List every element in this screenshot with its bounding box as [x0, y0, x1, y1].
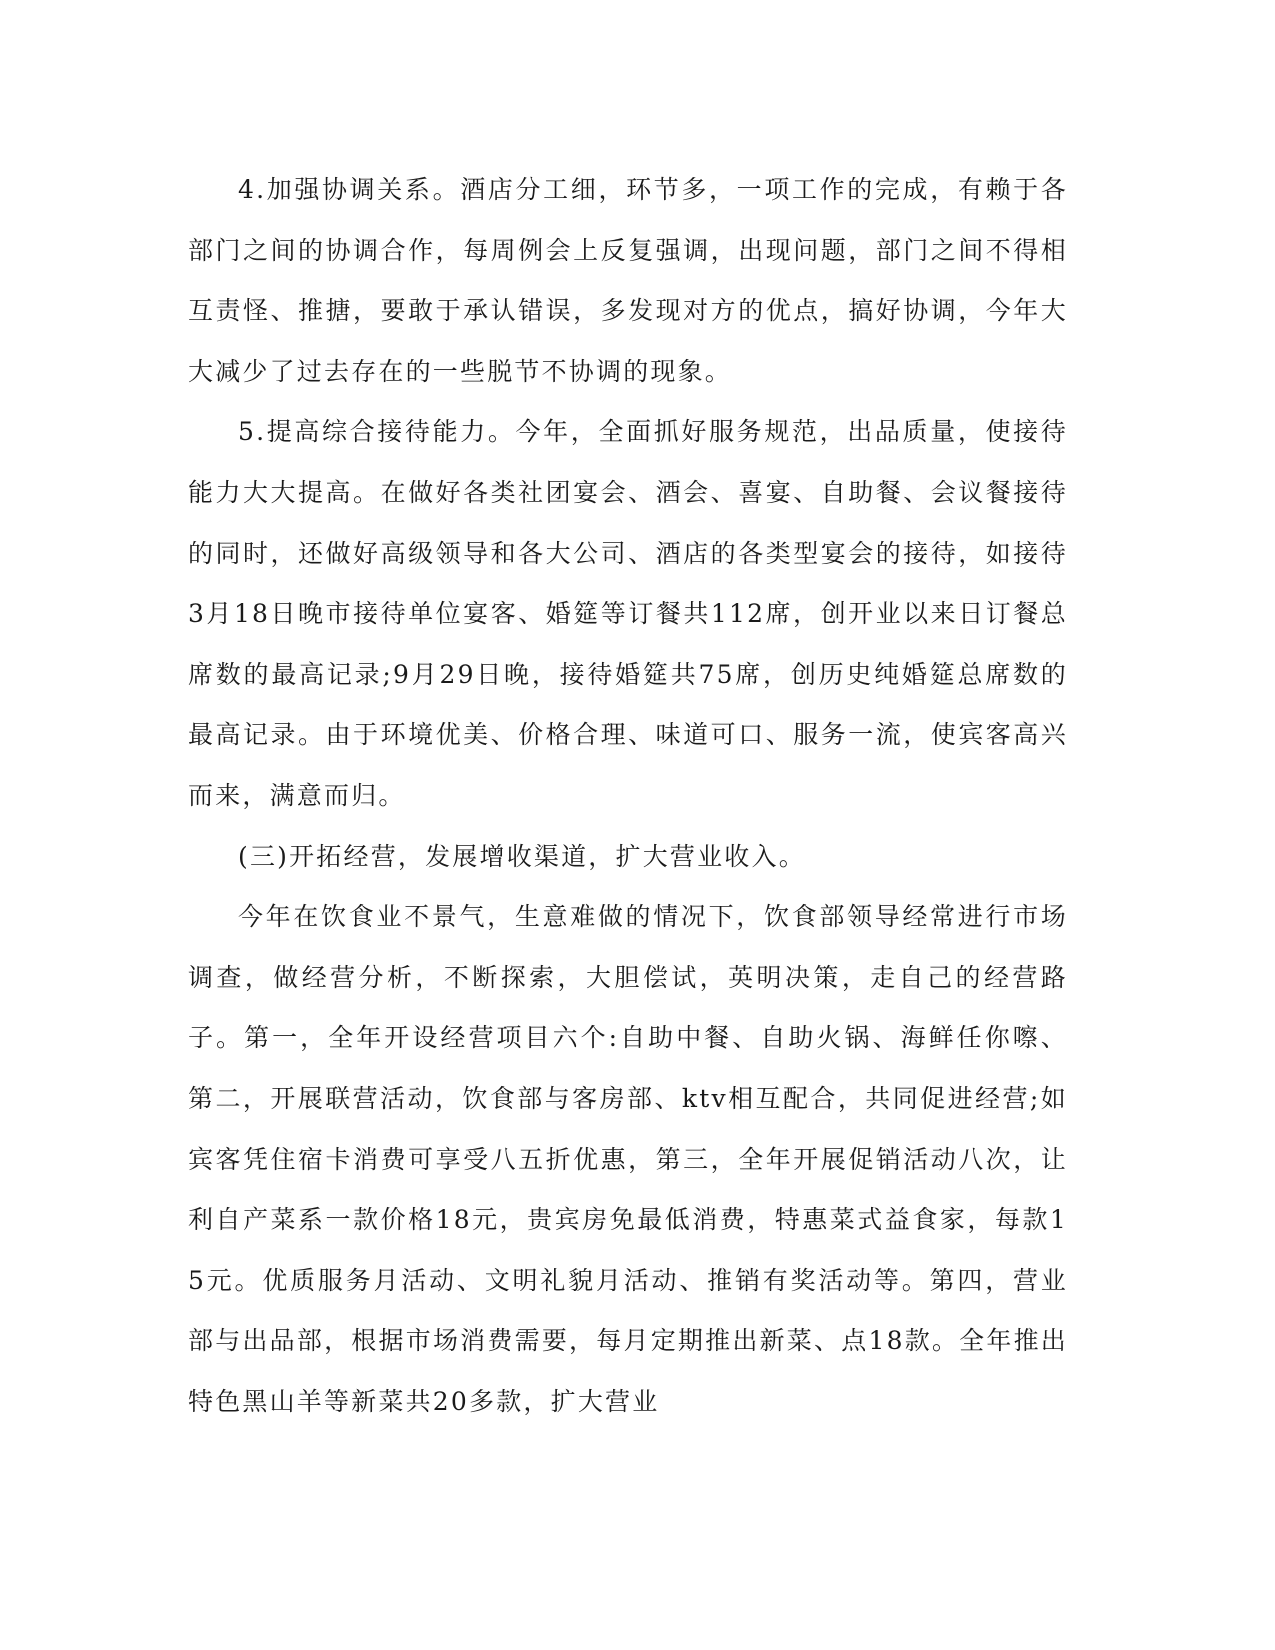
section-heading-business-expansion: (三)开拓经营，发展增收渠道，扩大营业收入。 — [238, 841, 806, 871]
paragraph-reception-capacity: 5.提高综合接待能力。今年，全面抓好服务规范，出品质量，使接待能力大大提高。在做好各类社团宴会、酒会、喜宴、自助餐、会议餐接待的同时，还做好高级领导和各大公司、酒店的各类型宴会的接待，如接待3月18日晚市接待单位宴客、婚筵等订餐共112席，创开业以来日订餐总席数的最高记录;9月29日晚，接待婚筵共75席，创历史纯婚筵总席数的最高记录。由于环境优美、价格合理、味道可口、服务一流，使宾客高兴而来，满意而归。 — [188, 417, 1068, 810]
paragraph-coordination: 4.加强协调关系。酒店分工细，环节多，一项工作的完成，有赖于各部门之间的协调合作，每周例会上反复强调，出现问题，部门之间不得相互责怪、推搪，要敢于承认错误，多发现对方的优点，搞好协调，今年大大减少了过去存在的一些脱节不协调的现象。 — [188, 175, 1068, 386]
document-body — [188, 160, 1068, 1432]
paragraph-business-expansion: 今年在饮食业不景气，生意难做的情况下，饮食部领导经常进行市场调查，做经营分析，不断探索，大胆偿试，英明决策，走自己的经营路子。第一，全年开设经营项目六个:自助中餐、自助火锅、海鲜任你嚓、第二，开展联营活动，饮食部与客房部、ktv相互配合，共同促进经营;如宾客凭住宿卡消费可享受八五折优惠，第三，全年开展促销活动八次，让利自产菜系一款价格18元，贵宾房免最低消费，特惠菜式益食家，每款15元。优质服务月活动、文明礼貌月活动、推销有奖活动等。第四，营业部与出品部，根据市场消费需要，每月定期推出新菜、点18款。全年推出特色黑山羊等新菜共20多款，扩大营业 — [188, 902, 1068, 1416]
